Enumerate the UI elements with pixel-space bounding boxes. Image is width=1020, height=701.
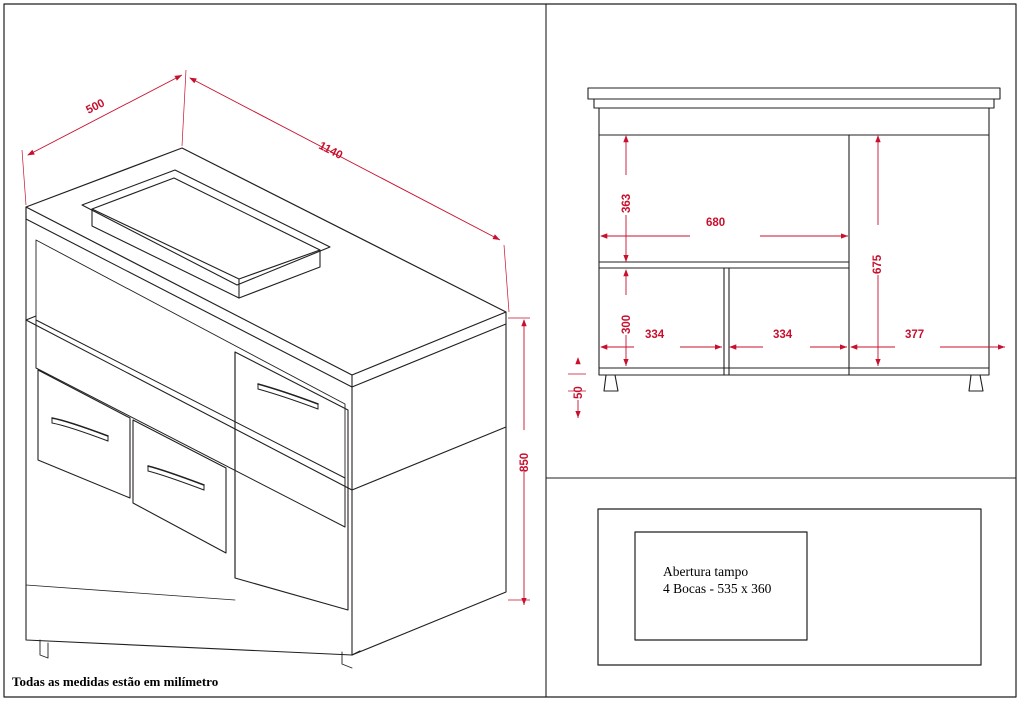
footer-note: Todas as medidas estão em milímetro (12, 674, 219, 689)
dim-front-foot-height: 50 (573, 386, 585, 399)
dim-front-upper-height: 363 (621, 193, 633, 213)
dim-iso-width: 1140 (316, 139, 345, 163)
dim-front-side-height: 675 (872, 254, 884, 274)
detail-opening-label (663, 563, 771, 597)
dim-front-upper-width: 680 (706, 217, 726, 229)
detail-opening-subtitle: 4 Bocas - 535 x 360 (663, 581, 772, 596)
dim-front-bay-left: 334 (645, 329, 665, 341)
detail-opening-title: Abertura tampo (663, 564, 749, 579)
dim-front-door-width: 377 (905, 329, 925, 341)
dim-front-lower-height: 300 (621, 314, 633, 334)
dim-front-bay-right: 334 (773, 329, 793, 341)
dim-iso-height: 850 (519, 452, 531, 472)
dim-iso-depth: 500 (84, 97, 107, 117)
